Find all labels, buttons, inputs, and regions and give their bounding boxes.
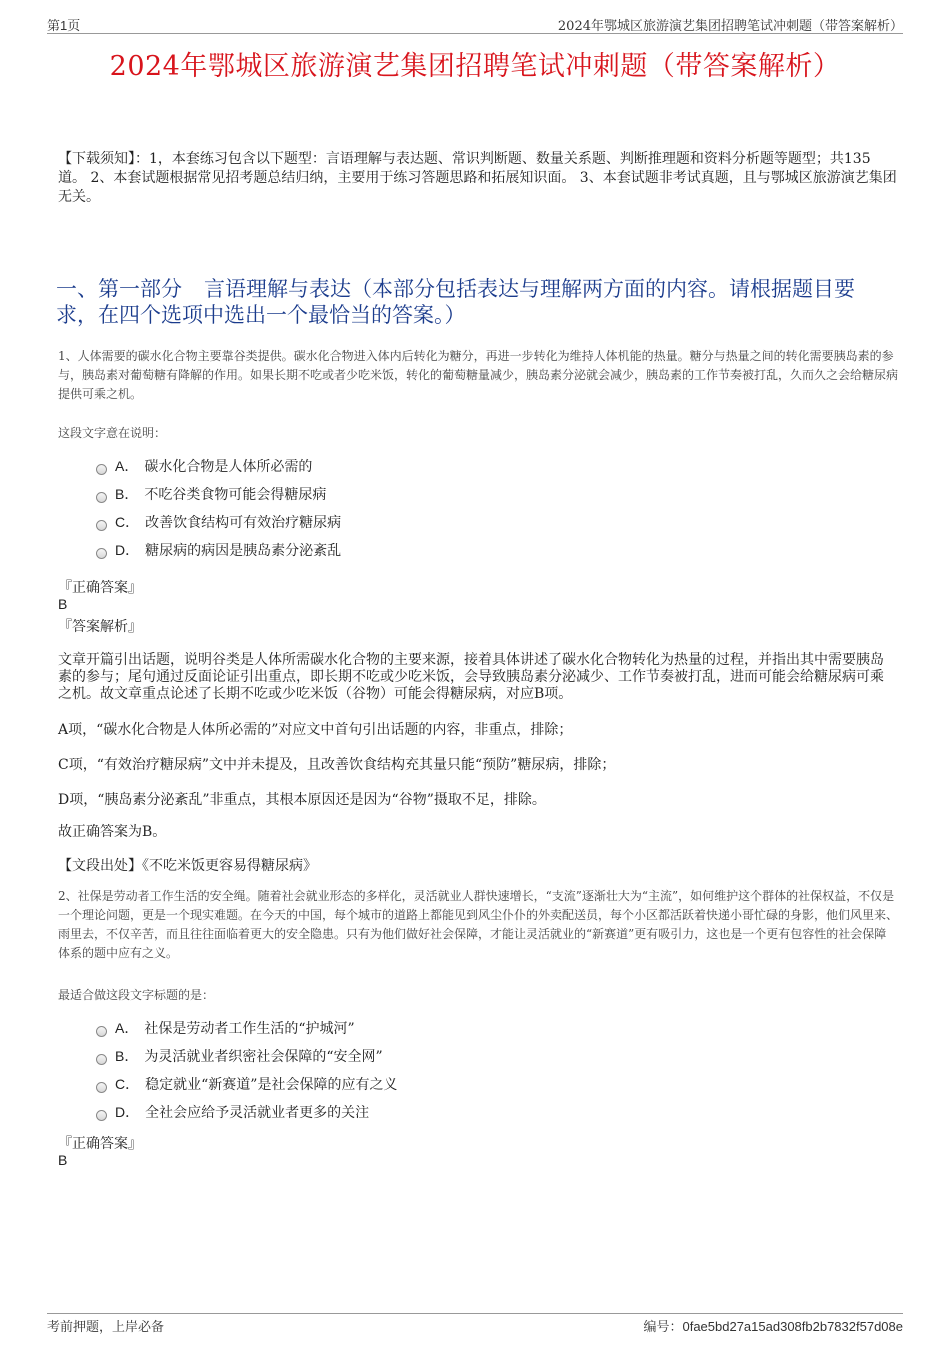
radio-icon[interactable] — [96, 1054, 107, 1065]
q1-source: 【文段出处】《不吃米饭更容易得糖尿病》 — [58, 858, 317, 874]
footer-code-label: 编号： — [643, 1320, 683, 1335]
q1-option-c[interactable] — [96, 512, 341, 532]
option-letter: A． — [115, 458, 139, 474]
header-doc-title: 2024年鄂城区旅游演艺集团招聘笔试冲刺题（带答案解析） — [557, 19, 903, 34]
page-number: 第1页 — [47, 18, 81, 33]
q1-answer: B — [58, 596, 68, 612]
q2-passage: 2、社保是劳动者工作生活的安全绳。随着社会就业形态的多样化，灵活就业人群快速增长，“支流”逐渐壮大为“主流”，如何维护这个群体的社保权益，不仅是一个理论问题，更是一个现实难题。在今天的中国，每个城市的道路上都能见到风尘仆仆的外卖配送员，每个小区都活跃着快递小哥忙碌的身影，他们风里来、雨里去，不仅辛苦，而且往往面临着更大的安全隐患。只有为他们做好社会保障，才能让灵活就业的“新赛道”更有吸引力，这也是一个更有包容性的社会保障体系的题中应有之义。 — [58, 889, 899, 960]
q1-option-a[interactable] — [96, 456, 312, 476]
q1-analysis-c: C项，“有效治疗糖尿病”文中并未提及，且改善饮食结构充其量只能“预防”糖尿病，排除； — [58, 757, 616, 773]
q1-analysis-a: A项，“碳水化合物是人体所必需的”对应文中首句引出话题的内容，非重点，排除； — [58, 722, 573, 738]
q2-prompt: 最适合做这段文字标题的是： — [58, 988, 215, 1002]
download-notice: 【下载须知】：1，本套练习包含以下题型：言语理解与表达题、常识判断题、数量关系题、判断推理题和资料分析题等题型；共135道。 2、本套试题根据常见招考题总结归纳，主要用于练习答题思路和拓展知识面。 3、本套试题非考试真题，且与鄂城区旅游演艺集团无关。 — [58, 151, 897, 205]
q1-option-b[interactable] — [96, 484, 326, 504]
option-letter: D． — [115, 542, 140, 558]
q1-prompt: 这段文字意在说明： — [58, 426, 167, 440]
option-letter: C． — [115, 514, 140, 530]
radio-icon[interactable] — [96, 464, 107, 475]
q2-answer: B — [58, 1152, 68, 1168]
q1-analysis: 文章开篇引出话题，说明谷类是人体所需碳水化合物的主要来源，接着具体讲述了碳水化合物转化为热量的过程，并指出其中需要胰岛素的参与；尾句通过反面论证引出重点，即长期不吃或少吃米饭，会导致胰岛素分泌减少、工作节奏被打乱，进而可能会给糖尿病可乘之机。故文章重点论述了长期不吃或少吃米饭（谷物）可能会得糖尿病，对应B项。 — [58, 652, 884, 702]
option-letter: A． — [115, 1020, 139, 1036]
option-text: 不吃谷类食物可能会得糖尿病 — [144, 487, 327, 503]
q1-answer-label: 『正确答案』 — [58, 580, 142, 596]
q1-passage: 1、人体需要的碳水化合物主要靠谷类提供。碳水化合物进入体内后转化为糖分，再进一步转化为维持人体机能的热量。糖分与热量之间的转化需要胰岛素的参与，胰岛素对葡萄糖有降解的作用。如果长期不吃或者少吃米饭，转化的葡萄糖量减少，胰岛素分泌就会减少，胰岛素的工作节奏被打乱，久而久之会给糖尿病提供可乘之机。 — [58, 349, 899, 401]
q1-option-d[interactable] — [96, 540, 341, 560]
document-title: 2024年鄂城区旅游演艺集团招聘笔试冲刺题（带答案解析） — [109, 51, 841, 82]
option-text: 全社会应给予灵活就业者更多的关注 — [145, 1105, 370, 1121]
q2-option-b[interactable] — [96, 1046, 383, 1066]
footer-code — [643, 1316, 903, 1335]
radio-icon[interactable] — [96, 1082, 107, 1093]
footer-code-value: 0fae5bd27a15ad308fb2b7832f57d08e — [682, 1319, 903, 1334]
q1-analysis-d: D项，“胰岛素分泌紊乱”非重点，其根本原因还是因为“谷物”摄取不足，排除。 — [58, 792, 546, 808]
q1-conclusion: 故正确答案为B。 — [58, 824, 167, 840]
option-text: 改善饮食结构可有效治疗糖尿病 — [145, 515, 342, 531]
q2-option-a[interactable] — [96, 1018, 355, 1038]
option-text: 碳水化合物是人体所必需的 — [144, 459, 313, 475]
radio-icon[interactable] — [96, 548, 107, 559]
option-text: 为灵活就业者织密社会保障的“安全网” — [144, 1049, 383, 1065]
section-text: 言语理解与表达（本部分包括表达与理解两方面的内容。请根据题目要求，在四个选项中选出一个最恰当的答案。） — [56, 277, 855, 327]
section-heading — [56, 276, 896, 328]
footer-slogan: 考前押题，上岸必备 — [47, 1320, 165, 1335]
q2-option-d[interactable] — [96, 1102, 369, 1122]
radio-icon[interactable] — [96, 492, 107, 503]
page-header — [47, 15, 903, 34]
option-text: 社保是劳动者工作生活的“护城河” — [144, 1021, 355, 1037]
option-letter: B． — [115, 486, 139, 502]
section-number: 一、第一部分 — [56, 277, 182, 301]
option-letter: B． — [115, 1048, 139, 1064]
option-letter: D． — [115, 1104, 140, 1120]
radio-icon[interactable] — [96, 1026, 107, 1037]
option-letter: C． — [115, 1076, 140, 1092]
q1-analysis-label: 『答案解析』 — [58, 619, 142, 635]
option-text: 稳定就业“新赛道”是社会保障的应有之义 — [145, 1077, 398, 1093]
q2-option-c[interactable] — [96, 1074, 397, 1094]
option-text: 糖尿病的病因是胰岛素分泌紊乱 — [145, 543, 342, 559]
radio-icon[interactable] — [96, 1110, 107, 1121]
q2-answer-label: 『正确答案』 — [58, 1136, 142, 1152]
page-footer — [47, 1313, 903, 1334]
radio-icon[interactable] — [96, 520, 107, 531]
